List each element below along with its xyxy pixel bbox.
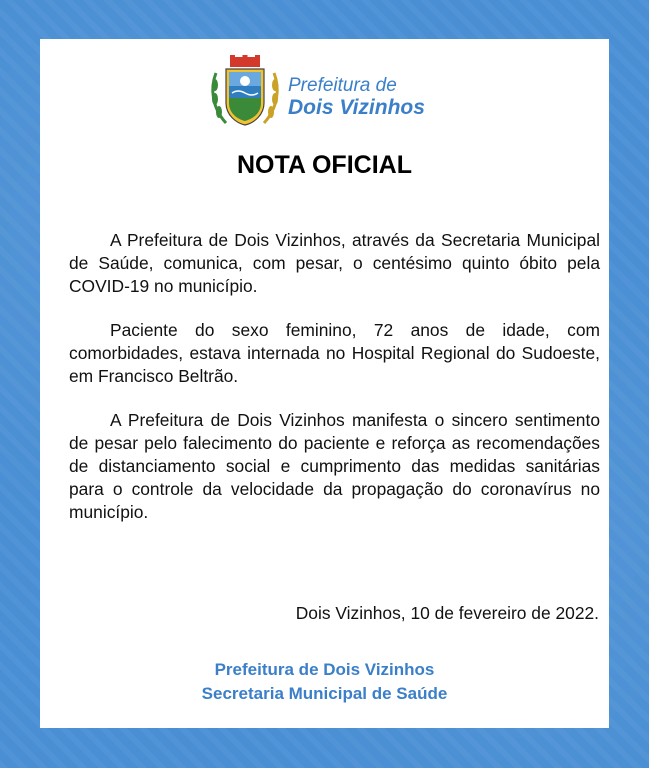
signature-line-2: Secretaria Municipal de Saúde — [201, 684, 448, 703]
paragraph-announcement — [69, 229, 600, 298]
signature-line-1: Prefeitura de Dois Vizinhos — [214, 660, 435, 679]
page-title: NOTA OFICIAL — [237, 151, 412, 179]
logo-wordmark — [288, 75, 425, 119]
municipality-logo — [208, 53, 448, 131]
paragraph-patient-details — [69, 319, 600, 388]
logo-line-1: Prefeitura de — [288, 75, 397, 96]
paragraph-condolences — [69, 409, 600, 524]
official-note-card — [40, 39, 609, 728]
paragraph-3-text: A Prefeitura de Dois Vizinhos manifesta o sincero sentimento de pesar pelo falecimento do paciente e reforça as recomendações de distanciamento social e cumprimento das medidas sanitárias para o controle da velocidade da propagação do coronavírus no município. — [69, 410, 600, 522]
logo-line-2: Dois Vizinhos — [288, 96, 425, 119]
dateline: Dois Vizinhos, 10 de fevereiro de 2022. — [295, 603, 599, 623]
paragraph-2-text: Paciente do sexo feminino, 72 anos de idade, com comorbidades, estava internada no Hospital Regional do Sudoeste, em Francisco Beltrão. — [69, 320, 600, 386]
paragraph-1-text: A Prefeitura de Dois Vizinhos, através da Secretaria Municipal de Saúde, comunica, com pesar, o centésimo quinto óbito pela COVID-19 no município. — [69, 230, 600, 296]
coat-of-arms-icon — [208, 53, 282, 131]
